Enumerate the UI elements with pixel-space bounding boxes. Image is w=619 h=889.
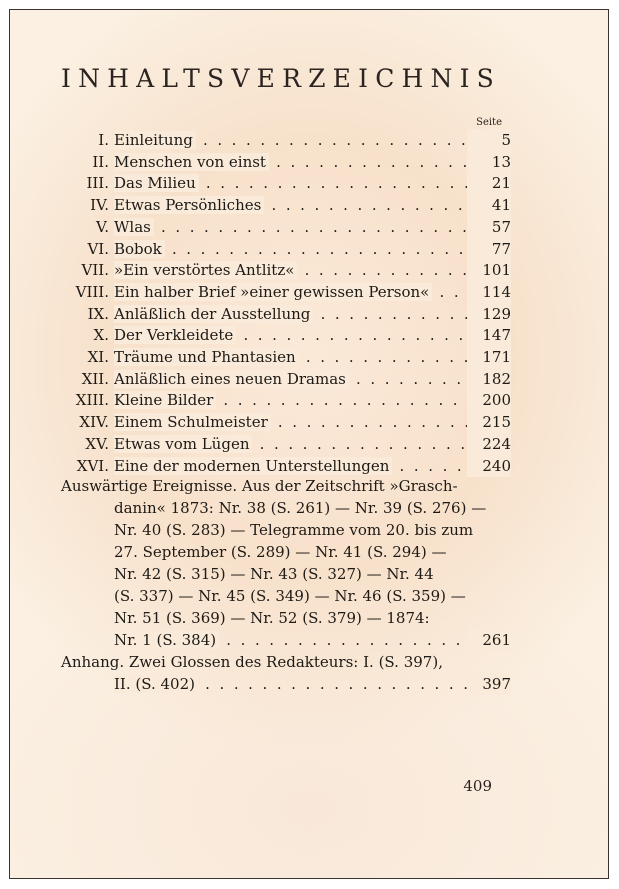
- toc-entry-number: VIII.: [75, 283, 109, 301]
- toc-entry-text-wrap: [114, 455, 467, 477]
- toc-page-number: 147: [467, 324, 511, 346]
- toc-page-number: 57: [467, 216, 511, 238]
- toc-entry: [61, 455, 511, 477]
- toc-page-number: 200: [467, 389, 511, 411]
- appendix-1-line: Nr. 42 (S. 315) — Nr. 43 (S. 327) — Nr. 44: [114, 565, 434, 583]
- toc-entry-title: Der Verkleidete: [114, 326, 236, 344]
- appendix-2-last-line: II. (S. 402): [114, 675, 198, 693]
- toc-entry-number: VII.: [81, 261, 109, 279]
- toc-entry-text-wrap: [114, 216, 467, 238]
- toc-entry-text-wrap: [114, 129, 467, 151]
- toc-entry: [61, 389, 511, 411]
- toc-entry-title: Menschen von einst: [114, 153, 269, 171]
- toc-page-number: 171: [467, 346, 511, 368]
- toc-entry: [61, 281, 511, 303]
- toc-entry-text-wrap: [114, 303, 467, 325]
- toc-entry-number: VI.: [87, 240, 109, 258]
- toc-entry-number: III.: [86, 174, 109, 192]
- toc-entry: [61, 129, 511, 151]
- toc-entry-title: Anläßlich der Ausstellung: [114, 305, 313, 323]
- appendix-2-line: Anhang. Zwei Glossen des Redakteurs: I. (S. 397),: [61, 653, 443, 671]
- appendix-1-last-line: Nr. 1 (S. 384): [114, 631, 219, 649]
- toc-entry-number: V.: [96, 218, 109, 236]
- toc-page-number: 41: [467, 194, 511, 216]
- toc-entry-text-wrap: [114, 259, 467, 281]
- toc-entry-number: IV.: [90, 196, 109, 214]
- toc-entry-title: Eine der modernen Unterstellungen: [114, 457, 392, 475]
- toc-entry: [61, 216, 511, 238]
- toc-entry-text-wrap: [114, 629, 467, 651]
- toc-entry-title: Wlas: [114, 218, 154, 236]
- toc-entry-title: Das Milieu: [114, 174, 199, 192]
- toc-entry: [61, 368, 511, 390]
- toc-entry-title: Bobok: [114, 240, 165, 258]
- toc-entry-title: Ein halber Brief »einer gewissen Person«: [114, 283, 432, 301]
- toc-entry: [61, 433, 511, 455]
- toc-entry-title: »Ein verstörtes Antlitz«: [114, 261, 297, 279]
- toc-entry: [61, 411, 511, 433]
- toc-entry-number: II.: [92, 153, 109, 171]
- page-folio: 409: [463, 777, 492, 795]
- toc-page-number: 261: [467, 629, 511, 651]
- toc-entry-number: XVI.: [76, 457, 109, 475]
- toc-entry-number: XII.: [81, 370, 109, 388]
- toc-entry-text-wrap: [114, 368, 467, 390]
- toc-entry-number: IX.: [87, 305, 109, 323]
- toc-entry-number: XV.: [85, 435, 109, 453]
- toc-entry-title: Etwas Persönliches: [114, 196, 264, 214]
- toc-entry: [61, 194, 511, 216]
- toc-page-number: 182: [467, 368, 511, 390]
- toc-page-number: 224: [467, 433, 511, 455]
- toc-entry-number: I.: [98, 131, 109, 149]
- toc-entry-number: XIII.: [75, 391, 109, 409]
- toc-entry-text-wrap: [114, 238, 467, 260]
- appendix-1-line: danin« 1873: Nr. 38 (S. 261) — Nr. 39 (S. 276) —: [114, 499, 487, 517]
- toc-entry-number: X.: [93, 326, 109, 344]
- toc-entry-text-wrap: [114, 281, 467, 303]
- toc-entry-text-wrap: [114, 194, 467, 216]
- toc-entry-number: XI.: [87, 348, 109, 366]
- toc-entry-text-wrap: [114, 411, 467, 433]
- toc-entry: [61, 259, 511, 281]
- toc-page-number: 5: [467, 129, 511, 151]
- toc-entry: [61, 303, 511, 325]
- toc-entry: [61, 238, 511, 260]
- book-page: [9, 9, 609, 879]
- appendix-1-line: (S. 337) — Nr. 45 (S. 349) — Nr. 46 (S. 359) —: [114, 587, 466, 605]
- toc-entry-title: Etwas vom Lügen: [114, 435, 252, 453]
- toc-entry-text-wrap: [114, 346, 467, 368]
- toc-entry-number: XIV.: [79, 413, 109, 431]
- toc-entry: [61, 172, 511, 194]
- toc-entry: [61, 346, 511, 368]
- toc-page-number: 215: [467, 411, 511, 433]
- toc-entry-text-wrap: [114, 673, 467, 695]
- toc-page-number: 101: [467, 259, 511, 281]
- appendix-1-line: Nr. 51 (S. 369) — Nr. 52 (S. 379) — 1874:: [114, 609, 430, 627]
- toc-entry-text-wrap: [114, 151, 467, 173]
- toc-page-number: 129: [467, 303, 511, 325]
- page-title: INHALTSVERZEICHNIS: [61, 64, 502, 93]
- toc-entry-text-wrap: [114, 172, 467, 194]
- toc-page-number: 114: [467, 281, 511, 303]
- toc-entry-text-wrap: [114, 324, 467, 346]
- toc-entry-title: Einleitung: [114, 131, 196, 149]
- toc-page-number: 21: [467, 172, 511, 194]
- toc-entry-text-wrap: [114, 433, 467, 455]
- appendix-1-line: Nr. 40 (S. 283) — Telegramme vom 20. bis zum: [114, 521, 474, 539]
- appendix-1-line: Auswärtige Ereignisse. Aus der Zeitschrift »Grasch-: [61, 477, 458, 495]
- toc-entry-title: Träume und Phantasien: [114, 348, 299, 366]
- toc-entry-text-wrap: [114, 389, 467, 411]
- toc-page-number: 240: [467, 455, 511, 477]
- toc-page-number: 397: [467, 673, 511, 695]
- toc-page-number: 77: [467, 238, 511, 260]
- toc-page-number: 13: [467, 151, 511, 173]
- toc-entry: [61, 673, 511, 695]
- toc-entry-title: Anläßlich eines neuen Dramas: [114, 370, 349, 388]
- toc-entry-title: Einem Schulmeister: [114, 413, 271, 431]
- toc-entry: [61, 629, 511, 651]
- toc-entry: [61, 151, 511, 173]
- toc-entry-title: Kleine Bilder: [114, 391, 216, 409]
- page-column-label: Seite: [476, 117, 502, 128]
- toc-entry: [61, 324, 511, 346]
- appendix-1-line: 27. September (S. 289) — Nr. 41 (S. 294) —: [114, 543, 447, 561]
